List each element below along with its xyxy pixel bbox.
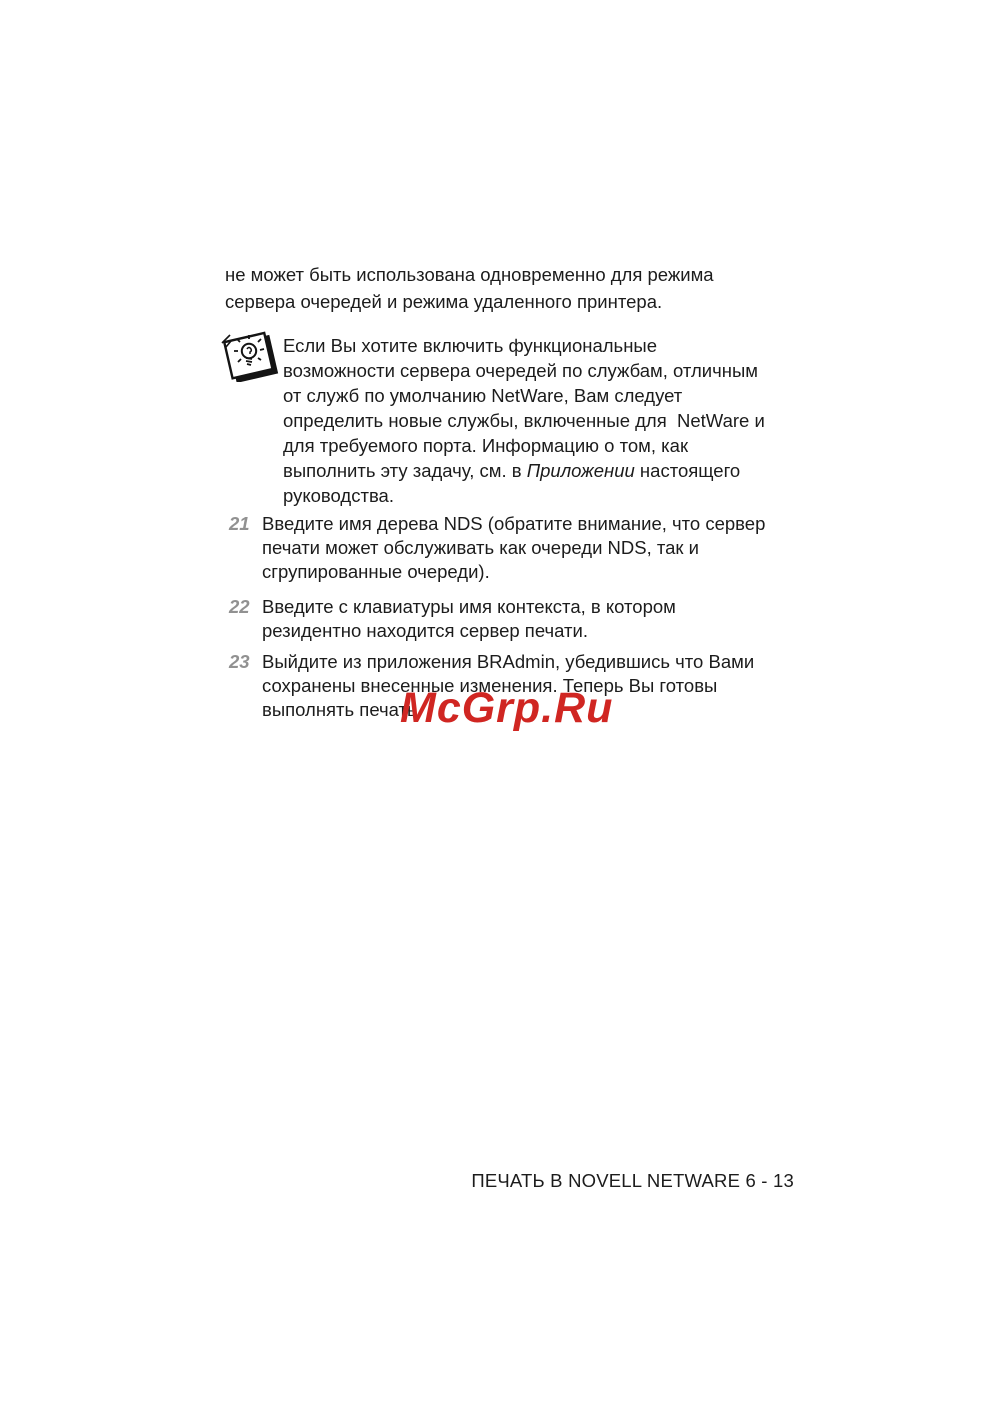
step-22 (229, 595, 676, 643)
lightbulb-note-icon (218, 329, 282, 382)
step-line: Введите имя дерева NDS (обратите внимание, что сервер (262, 513, 766, 534)
step-line: сохранены внесенные изменения. Теперь Вы готовы (262, 675, 718, 696)
intro-line: сервера очередей и режима удаленного принтера. (225, 291, 663, 312)
note-line-segment: выполнить эту задачу, см. в (283, 460, 527, 481)
note-line (283, 458, 765, 483)
intro-line: не может быть использована одновременно для режима (225, 264, 714, 285)
step-text (262, 512, 765, 584)
step-number: 21 (229, 513, 250, 534)
step-number: 23 (229, 651, 250, 672)
step-line: печати может обслуживать как очереди NDS, так и (262, 537, 699, 558)
note-line: руководства. (283, 485, 394, 506)
step-text (262, 595, 676, 643)
note-line: для требуемого порта. Информацию о том, как (283, 435, 689, 456)
step-21 (229, 512, 765, 584)
step-line: сгрупированные очереди). (262, 561, 490, 582)
step-number: 22 (229, 596, 250, 617)
note-line-italic-word: Приложении (526, 460, 635, 481)
note-line: от служб по умолчанию NetWare, Вам следует (283, 385, 683, 406)
note-line: возможности сервера очередей по службам, отличным (283, 360, 758, 381)
step-line: выполнять печать. (262, 699, 422, 720)
note-line-segment: настоящего (634, 460, 741, 481)
intro-paragraph (225, 261, 714, 315)
step-line: резидентно находится сервер печати. (262, 620, 588, 641)
note-line: Если Вы хотите включить функциональные (283, 335, 658, 356)
note-paragraph (283, 333, 765, 508)
step-line: Выйдите из приложения BRAdmin, убедившись что Вами (262, 651, 755, 672)
step-line: Введите с клавиатуры имя контекста, в котором (262, 596, 676, 617)
note-line: определить новые службы, включенные для NetWare и (283, 410, 765, 431)
watermark-text: McGrp.Ru (400, 684, 614, 732)
page-footer: ПЕЧАТЬ В NOVELL NETWARE 6 - 13 (471, 1170, 794, 1191)
